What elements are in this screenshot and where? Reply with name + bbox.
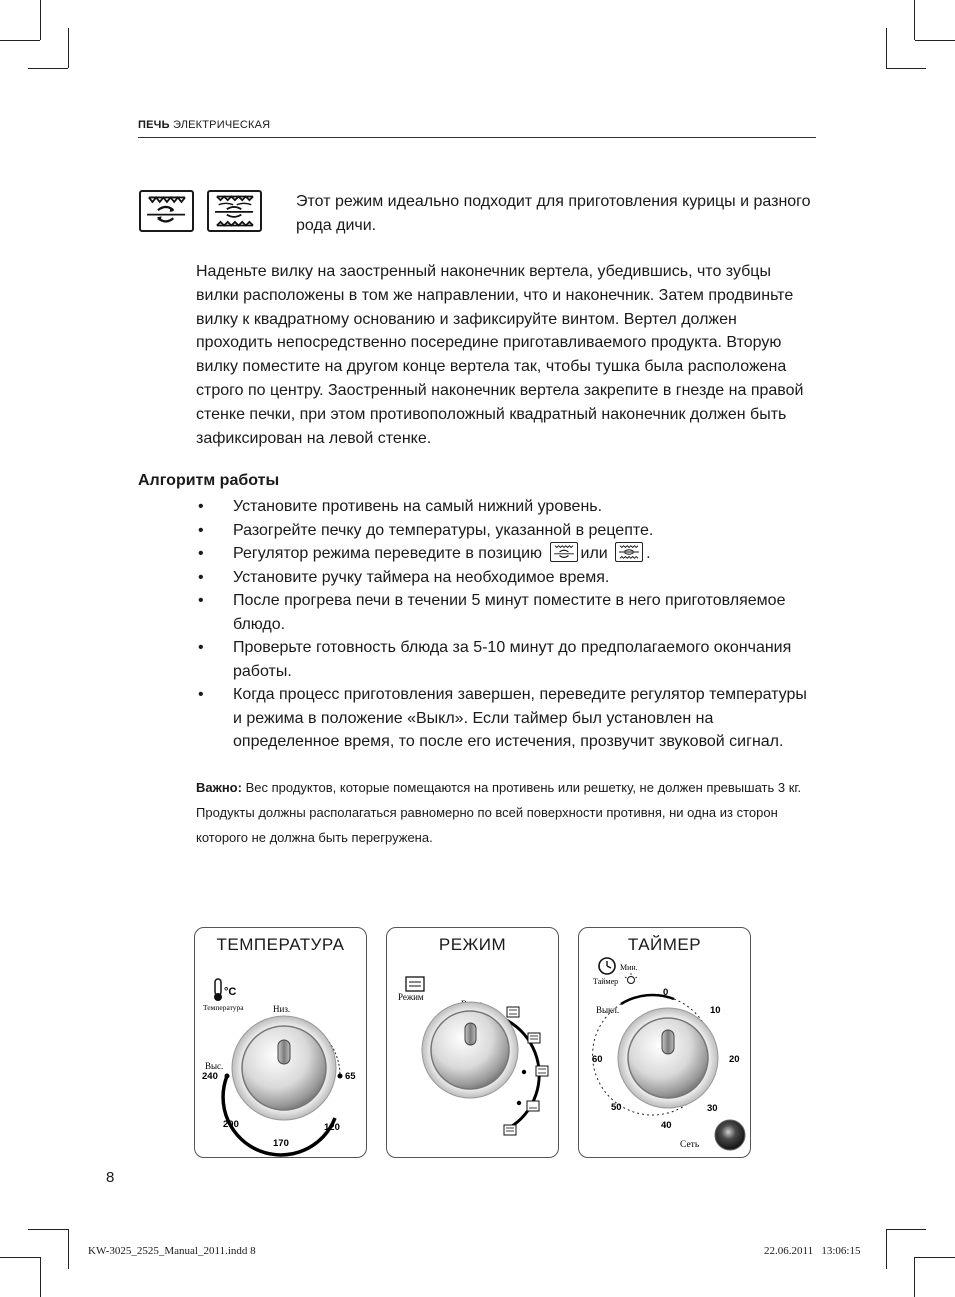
temp-icon-label: Температура xyxy=(203,1003,244,1012)
crop-mark xyxy=(28,68,68,69)
footer-file: KW-3025_2525_Manual_2011.indd 8 xyxy=(88,1245,256,1257)
footer-date: 22.06.2011 13:06:15 xyxy=(764,1245,861,1257)
crop-mark xyxy=(886,1229,926,1230)
rotisserie-top-grill-icon xyxy=(139,190,194,232)
list-item: • После прогрева печи в течении 5 минут поместите в него приготовляемое блюдо. xyxy=(198,592,786,633)
mode-panel xyxy=(386,927,559,1158)
list-item: • Когда процесс приготовления завершен, переведите регулятор температуры и режима в положение «Выкл». Если таймер был установлен на определенное время, то после его истечения, прозвучит звуковой сигнал. xyxy=(198,686,807,750)
list-item-text: Разогрейте печку до температуры, указанной в рецепте. xyxy=(233,521,654,539)
crop-mark xyxy=(40,0,41,40)
timer-tick-30: 30 xyxy=(707,1103,718,1114)
temperature-title: ТЕМПЕРАТУРА xyxy=(216,935,345,954)
timer-tick-0: 0 xyxy=(663,987,669,998)
algorithm-list xyxy=(196,495,816,754)
temp-low-label: Низ. xyxy=(273,1004,291,1014)
header-divider xyxy=(138,137,816,138)
mode-position-icon xyxy=(507,1007,519,1017)
timer-tick-10: 10 xyxy=(710,1005,721,1016)
mode-title: РЕЖИМ xyxy=(438,935,507,954)
crop-mark xyxy=(915,1257,955,1258)
crop-mark xyxy=(28,1229,68,1230)
mode-period: . xyxy=(646,545,651,562)
mode-position-icon xyxy=(504,1125,516,1135)
timer-label: Таймер xyxy=(593,977,619,986)
timer-panel xyxy=(578,927,751,1158)
timer-tick-20: 20 xyxy=(729,1054,740,1065)
rotisserie-top-bottom-heat-icon xyxy=(615,542,643,562)
running-head-bold: ПЕЧЬ xyxy=(138,119,170,131)
temp-tick-240: 240 xyxy=(202,1071,218,1082)
power-label: Сеть xyxy=(680,1140,700,1150)
list-item: • Установите ручку таймера на необходимое время. xyxy=(198,568,610,586)
crop-mark xyxy=(886,68,926,69)
crop-mark xyxy=(68,28,69,68)
note-label: Важно: xyxy=(196,780,242,795)
timer-title: ТАЙМЕР xyxy=(627,935,702,954)
crop-mark xyxy=(914,0,915,40)
temperature-knob[interactable] xyxy=(232,1016,336,1120)
power-indicator-lamp xyxy=(715,1120,745,1150)
list-item: • Проверьте готовность блюда за 5-10 минут до предполагаемого окончания работы. xyxy=(198,639,792,680)
list-item-text: После прогрева печи в течении 5 минут поместите в него приготовляемое блюдо. xyxy=(233,592,786,633)
rotisserie-top-grill-icon xyxy=(550,542,578,562)
intro-text: Этот режим идеально подходит для приготовления курицы и разного рода дичи. xyxy=(296,193,811,234)
list-item-text: Проверьте готовность блюда за 5-10 минут до предполагаемого окончания работы. xyxy=(233,639,792,680)
crop-mark xyxy=(886,1229,887,1269)
timer-knob[interactable] xyxy=(618,1008,718,1108)
crop-mark xyxy=(914,1257,915,1297)
instructions-paragraph: Наденьте вилку на заостренный наконечник вертела, убедившись, что зубцы вилки расположены в том же направлении, что и наконечник. Затем продвиньте вилку к квадратному основанию и зафиксируйте винтом. Вертел должен проходить непосредственно посередине приготавливаемого продукта. Вторую вилку поместите на другом конце вертела так, чтобы тушка была расположена строго по центру. Заостренный наконечник вертела закрепите в гнезде на правой стенке печки, при этом противоположный квадратный наконечник должен быть зафиксирован на левой стенке. xyxy=(196,263,804,447)
crop-mark xyxy=(0,1257,40,1258)
mode-knob[interactable] xyxy=(422,1002,518,1098)
list-item-text: Установите ручку таймера на необходимое время. xyxy=(233,568,610,586)
running-head xyxy=(138,119,270,131)
section-title: Алгоритм работы xyxy=(138,472,280,489)
mode-icon-label: Режим xyxy=(398,992,424,1002)
temp-tick-200: 200 xyxy=(223,1119,239,1130)
crop-mark xyxy=(915,40,955,41)
timer-off-label: Выкл. xyxy=(596,1005,620,1015)
list-item-text: Установите противень на самый нижний уровень. xyxy=(233,498,603,515)
list-item-text: Регулятор режима переведите в позицию xyxy=(233,545,543,562)
thermometer-icon xyxy=(214,979,222,1001)
list-item: • Установите противень на самый нижний уровень. xyxy=(198,498,603,515)
list-item-text: Когда процесс приготовления завершен, переведите регулятор температуры и режима в положение «Выкл». Если таймер был установлен на определенное время, то после его истечения, прозвучит звуковой сигнал. xyxy=(233,686,807,750)
crop-mark xyxy=(68,1229,69,1269)
mode-position-icon xyxy=(536,1066,548,1076)
crop-mark xyxy=(40,1257,41,1297)
temperature-panel xyxy=(194,927,367,1158)
timer-min-label: Мин. xyxy=(620,963,638,972)
lightbulb-icon xyxy=(625,973,637,984)
temp-tick-120: 120 xyxy=(324,1122,340,1133)
crop-mark xyxy=(0,40,40,41)
page-number: 8 xyxy=(106,1169,115,1186)
crop-mark xyxy=(886,28,887,68)
timer-tick-40: 40 xyxy=(661,1120,672,1131)
mode-or-word: или xyxy=(580,545,608,562)
timer-tick-60: 60 xyxy=(592,1054,603,1065)
mode-selector-icon xyxy=(406,977,424,991)
mode-position-icon xyxy=(528,1033,540,1043)
temp-high-label: Выс. xyxy=(205,1061,224,1071)
list-item: • Регулятор режима переведите в позицию или . xyxy=(196,542,816,566)
timer-tick-50: 50 xyxy=(611,1102,622,1113)
running-head-rest: ЭЛЕКТРИЧЕСКАЯ xyxy=(172,119,271,131)
temp-tick-170: 170 xyxy=(273,1138,289,1149)
note-text: Вес продуктов, которые помещаются на противень или решетку, не должен превышать 3 кг. Продукты должны располагаться равномерно по всей поверхности противня, ни одна из сторон которого не должна быть перегружена. xyxy=(196,780,802,845)
important-note xyxy=(196,775,816,850)
timer-clock-icon xyxy=(599,958,615,974)
rotisserie-top-bottom-heat-icon xyxy=(207,190,262,232)
list-item: • Разогрейте печку до температуры, указанной в рецепте. xyxy=(198,521,654,539)
mode-position-icon xyxy=(527,1101,539,1111)
temp-unit: °C xyxy=(224,986,237,998)
temp-tick-65: 65 xyxy=(345,1071,356,1082)
